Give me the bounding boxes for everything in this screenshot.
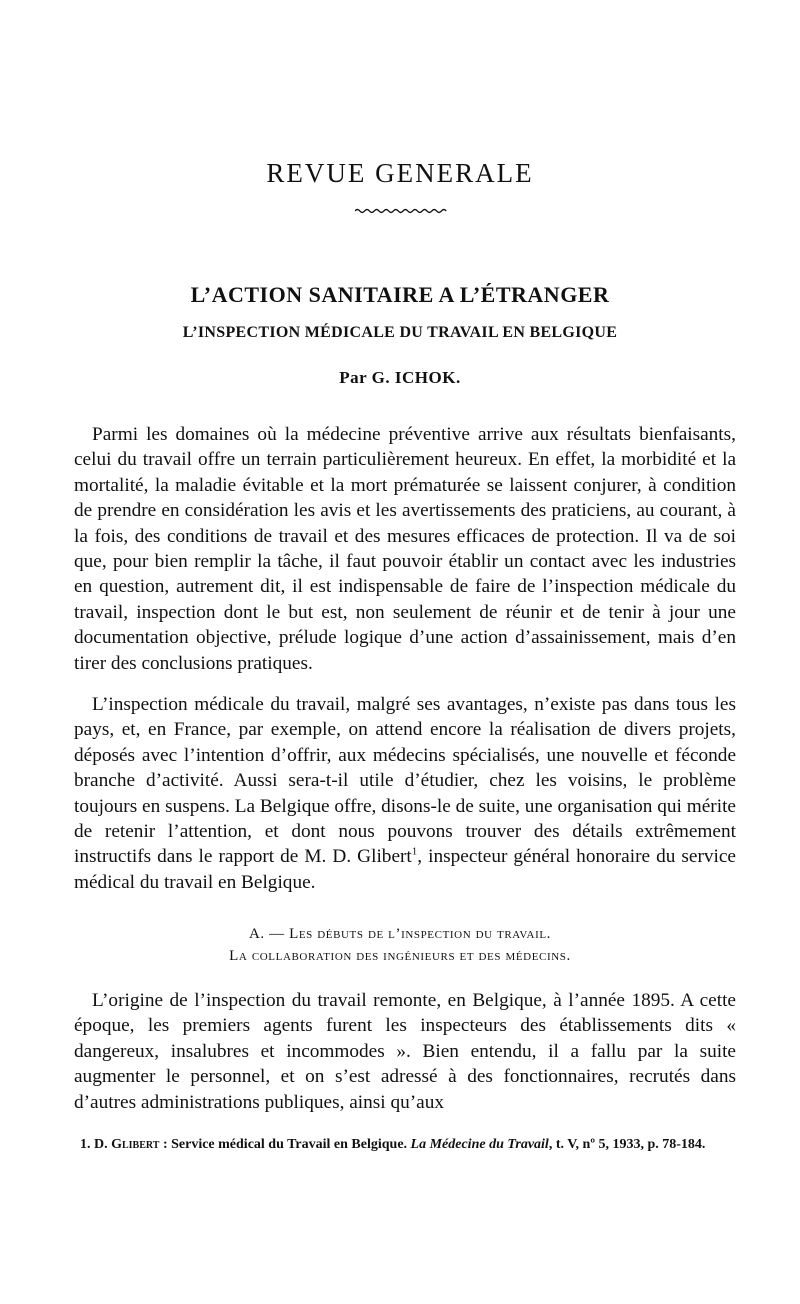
paragraph-2-text: L’inspection médicale du travail, malgré ses avantages, n’existe pas dans tous les pays, et, en France, par exemple, on attend encore la réalisation de divers projets, déposés avec l’intention d’offrir, aux médecins spécialisés, une nouvelle et féconde branche d’activité. Aussi sera-t-il utile d’étudier, chez les voisins, le problème toujours en suspens. La Belgique offre, disons-le de suite, une organisation qui mérite de retenir l’attention, et dont nous pouvons trouver des détails extrêmement instructifs dans le rapport de M. D. Glibert <box>74 694 736 868</box>
paragraph-1-text: Parmi les domaines où la médecine préventive arrive aux résultats bienfaisants, celui du travail offre un terrain particulièrement heureux. En effet, la morbidité et la mortalité, la maladie évitable et la mort prématurée se laissent conjurer, à condition de prendre en considération les avis et les avertissements des praticiens, au courant, à la fois, des conditions de travail et des mesures efficaces de protection. Il va de soi que, pour bien remplir la tâche, il faut pouvoir établir un contact avec les industries en question, autrement dit, il est indispensable de faire de l’inspection médicale du travail, inspection dont le but est, non seulement de réunir et de tenir à jour une documentation objective, prélude logique d’une action d’assainissement, mais d’en tirer des conclusions pratiques. <box>74 424 736 674</box>
subheading-prefix: A. — <box>248 926 290 942</box>
paragraph-3-text: L’origine de l’inspection du travail remonte, en Belgique, à l’année 1895. A cette époque, les premiers agents furent les inspecteurs des établissements dits « dangereux, insalubres et incommodes ». Bien entendu, il a fallu par la suite augmenter le personnel, et on s’est adressé à des fonctionnaires, recrutés dans d’autres administrations publiques, ainsi qu’aux <box>74 990 736 1113</box>
footnote-text: : Service médical du Travail en Belgique. <box>159 1137 411 1152</box>
footnote <box>80 1134 736 1155</box>
subheading-line-1-text: Les débuts de l’inspection du travail. <box>289 926 552 942</box>
article-title: L’ACTION SANITAIRE A L’ÉTRANGER <box>190 282 610 307</box>
paragraph-2 <box>74 692 736 895</box>
footnote-reference: 1 <box>411 846 418 859</box>
author-line: Par G. ICHOK. <box>339 368 461 387</box>
footnote-number: 1. <box>80 1137 94 1152</box>
footnote-ref: , t. V, nº 5, 1933, p. 78-184. <box>548 1137 706 1152</box>
article-subtitle: L’INSPECTION MÉDICALE DU TRAVAIL EN BELGIQUE <box>182 324 618 341</box>
paragraph-3 <box>74 988 736 1115</box>
paragraph-1 <box>74 422 736 676</box>
subheading-line-1 <box>0 926 800 943</box>
section-title: REVUE GENERALE <box>266 158 534 188</box>
subheading-line-2: La collaboration des ingénieurs et des médecins. <box>229 948 571 964</box>
paragraph-2-end: , inspecteur général honoraire du service médical du travail en Belgique. <box>74 846 736 893</box>
wave-ornament <box>355 206 450 216</box>
footnote-author: D. Glibert <box>94 1137 160 1152</box>
footnote-journal: La Médecine du Travail <box>410 1137 549 1152</box>
